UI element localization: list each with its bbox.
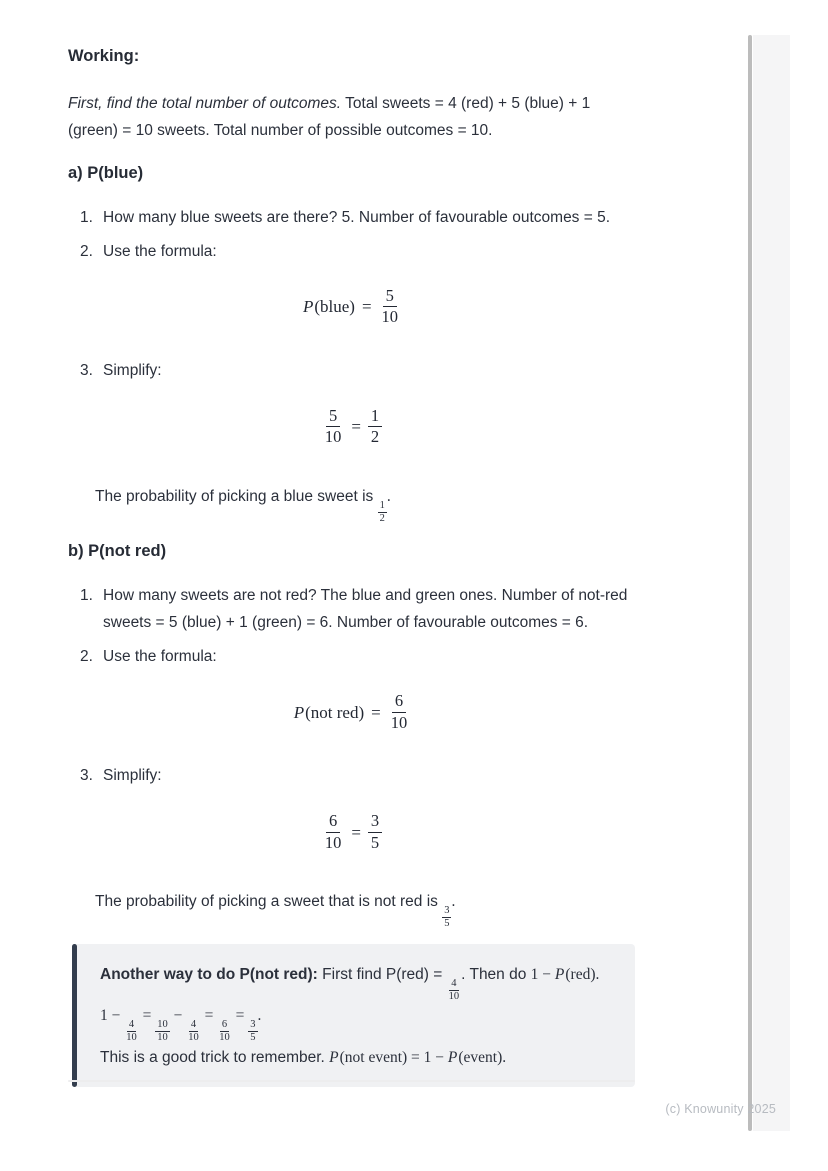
math-token: =	[200, 1007, 218, 1025]
fraction-numerator: 1	[379, 499, 385, 511]
list-item-number: 3.	[80, 767, 93, 785]
fraction-denominator: 2	[379, 512, 385, 524]
math-args: (not red)	[305, 702, 365, 722]
fraction	[368, 407, 382, 447]
callout-text: First find P(red) =	[317, 965, 447, 983]
list-item	[68, 357, 636, 384]
formula-p-not-red	[68, 692, 636, 732]
fraction-denominator: 10	[390, 712, 408, 732]
fraction-denominator: 10	[324, 832, 342, 852]
fraction-denominator: 5	[250, 1032, 256, 1043]
fraction-numerator: 3	[368, 812, 382, 832]
simplify-equation-b	[68, 807, 636, 852]
math-token: 1 −	[100, 1007, 125, 1025]
tip-callout-box	[72, 944, 635, 1087]
math-symbol-p: P	[554, 965, 565, 983]
section-a-heading: a) P(blue)	[68, 164, 144, 182]
callout-lead-paragraph	[100, 961, 613, 1003]
callout-text: . Then do	[461, 965, 531, 983]
list-item-number: 2.	[80, 243, 93, 260]
math-token: =	[138, 1007, 156, 1025]
math-args: (blue)	[314, 297, 355, 317]
fraction-numerator: 3	[250, 1019, 256, 1031]
fraction-numerator: 10	[157, 1019, 168, 1031]
fraction-numerator: 1	[368, 407, 382, 427]
math-symbol-p: P	[447, 1048, 458, 1066]
fraction	[388, 692, 411, 732]
list-item	[68, 762, 636, 789]
list-item-number: 1.	[80, 587, 93, 605]
working-heading: Working:	[68, 47, 140, 65]
fraction	[322, 812, 345, 852]
fraction-denominator: 10	[157, 1032, 168, 1043]
callout-accent-bar	[72, 944, 77, 1087]
list-item-number: 2.	[80, 648, 93, 666]
fraction-numerator: 4	[451, 977, 457, 989]
math-one-minus: 1 −	[530, 965, 555, 983]
formula-p-blue	[68, 287, 636, 327]
math-token: (event).	[458, 1048, 507, 1066]
fraction-denominator: 10	[188, 1032, 199, 1043]
fraction-denominator: 2	[370, 427, 380, 447]
vertical-scrollbar[interactable]	[748, 35, 752, 1131]
math-token: .	[257, 1007, 262, 1025]
list-item-text: Simplify:	[103, 361, 162, 379]
fraction-numerator: 3	[444, 905, 450, 917]
fraction	[447, 978, 462, 1003]
fraction-denominator: 10	[381, 307, 399, 327]
horizontal-divider	[68, 1080, 635, 1082]
math-args: (red).	[565, 965, 600, 983]
section-b-steps	[68, 582, 636, 670]
fraction	[186, 1019, 201, 1044]
fraction	[248, 1019, 257, 1044]
fraction-numerator: 5	[326, 407, 340, 427]
result-sentence-b	[95, 888, 636, 930]
equals-sign: =	[351, 822, 361, 842]
math-token: =	[231, 1007, 249, 1025]
page-edge-panel	[753, 35, 790, 1131]
fraction	[217, 1019, 232, 1044]
fraction-denominator: 5	[370, 832, 380, 852]
math-token: −	[169, 1007, 187, 1025]
callout-bold-lead: Another way to do P(not red):	[100, 965, 318, 983]
callout-equation-line	[100, 1002, 613, 1044]
list-item-number: 1.	[80, 209, 93, 226]
result-sentence-a	[95, 483, 636, 525]
fraction-numerator: 4	[128, 1019, 135, 1031]
section-a-steps	[68, 204, 636, 265]
list-item	[68, 204, 636, 231]
list-item-text: How many sweets are not red? The blue and green ones. Number of not-red sweets = 5 (blue) + 1 (green) = 6. Number of favourable outcomes = 6.	[103, 587, 628, 632]
fraction	[155, 1019, 170, 1044]
fraction	[368, 812, 382, 852]
result-text: The probability of picking a blue sweet is	[95, 487, 378, 505]
fraction	[379, 287, 402, 327]
fraction-numerator: 6	[392, 692, 406, 712]
result-period: .	[386, 487, 391, 505]
simplify-equation-a	[68, 402, 636, 447]
fraction-numerator: 4	[190, 1019, 197, 1031]
callout-text: This is a good trick to remember.	[100, 1048, 330, 1066]
intro-italic-text: First, find the total number of outcomes.	[68, 95, 342, 112]
fraction-denominator: 10	[219, 1032, 230, 1043]
fraction-numerator: 5	[383, 287, 397, 307]
list-item	[68, 582, 636, 636]
fraction	[124, 1019, 139, 1044]
result-text: The probability of picking a sweet that is not red is	[95, 893, 443, 911]
list-item	[68, 643, 636, 670]
list-item-text: Use the formula:	[103, 243, 217, 260]
equals-sign: =	[361, 297, 372, 317]
equals-sign: =	[371, 702, 381, 722]
fraction-numerator: 6	[221, 1019, 228, 1031]
fraction-denominator: 10	[324, 427, 342, 447]
math-token: (not event) = 1 −	[339, 1048, 448, 1066]
fraction-denominator: 10	[126, 1032, 137, 1043]
fraction-denominator: 10	[448, 990, 460, 1002]
copyright-watermark: (c) Knowunity 2025	[665, 1102, 776, 1116]
math-symbol-p: P	[293, 702, 305, 722]
equals-sign: =	[351, 417, 361, 437]
math-symbol-p: P	[302, 297, 314, 317]
list-item-text: Use the formula:	[103, 648, 217, 666]
intro-rest-text: Total sweets = 4 (red) + 5 (blue) + 1 (green) = 10 sweets. Total number of possible outcomes = 10.	[68, 95, 591, 139]
list-item-number: 3.	[80, 361, 93, 379]
document-content	[68, 0, 636, 1087]
result-period: .	[451, 893, 456, 911]
list-item-text: Simplify:	[103, 767, 162, 785]
list-item	[68, 238, 636, 265]
fraction-numerator: 6	[326, 812, 340, 832]
section-b-heading: b) P(not red)	[68, 542, 167, 561]
math-symbol-p: P	[329, 1048, 339, 1066]
list-item-text: How many blue sweets are there? 5. Number of favourable outcomes = 5.	[103, 209, 611, 226]
intro-paragraph	[68, 90, 636, 144]
callout-trick-line	[100, 1044, 613, 1072]
fraction-denominator: 5	[444, 918, 450, 929]
fraction	[322, 407, 345, 447]
fraction	[378, 500, 387, 525]
